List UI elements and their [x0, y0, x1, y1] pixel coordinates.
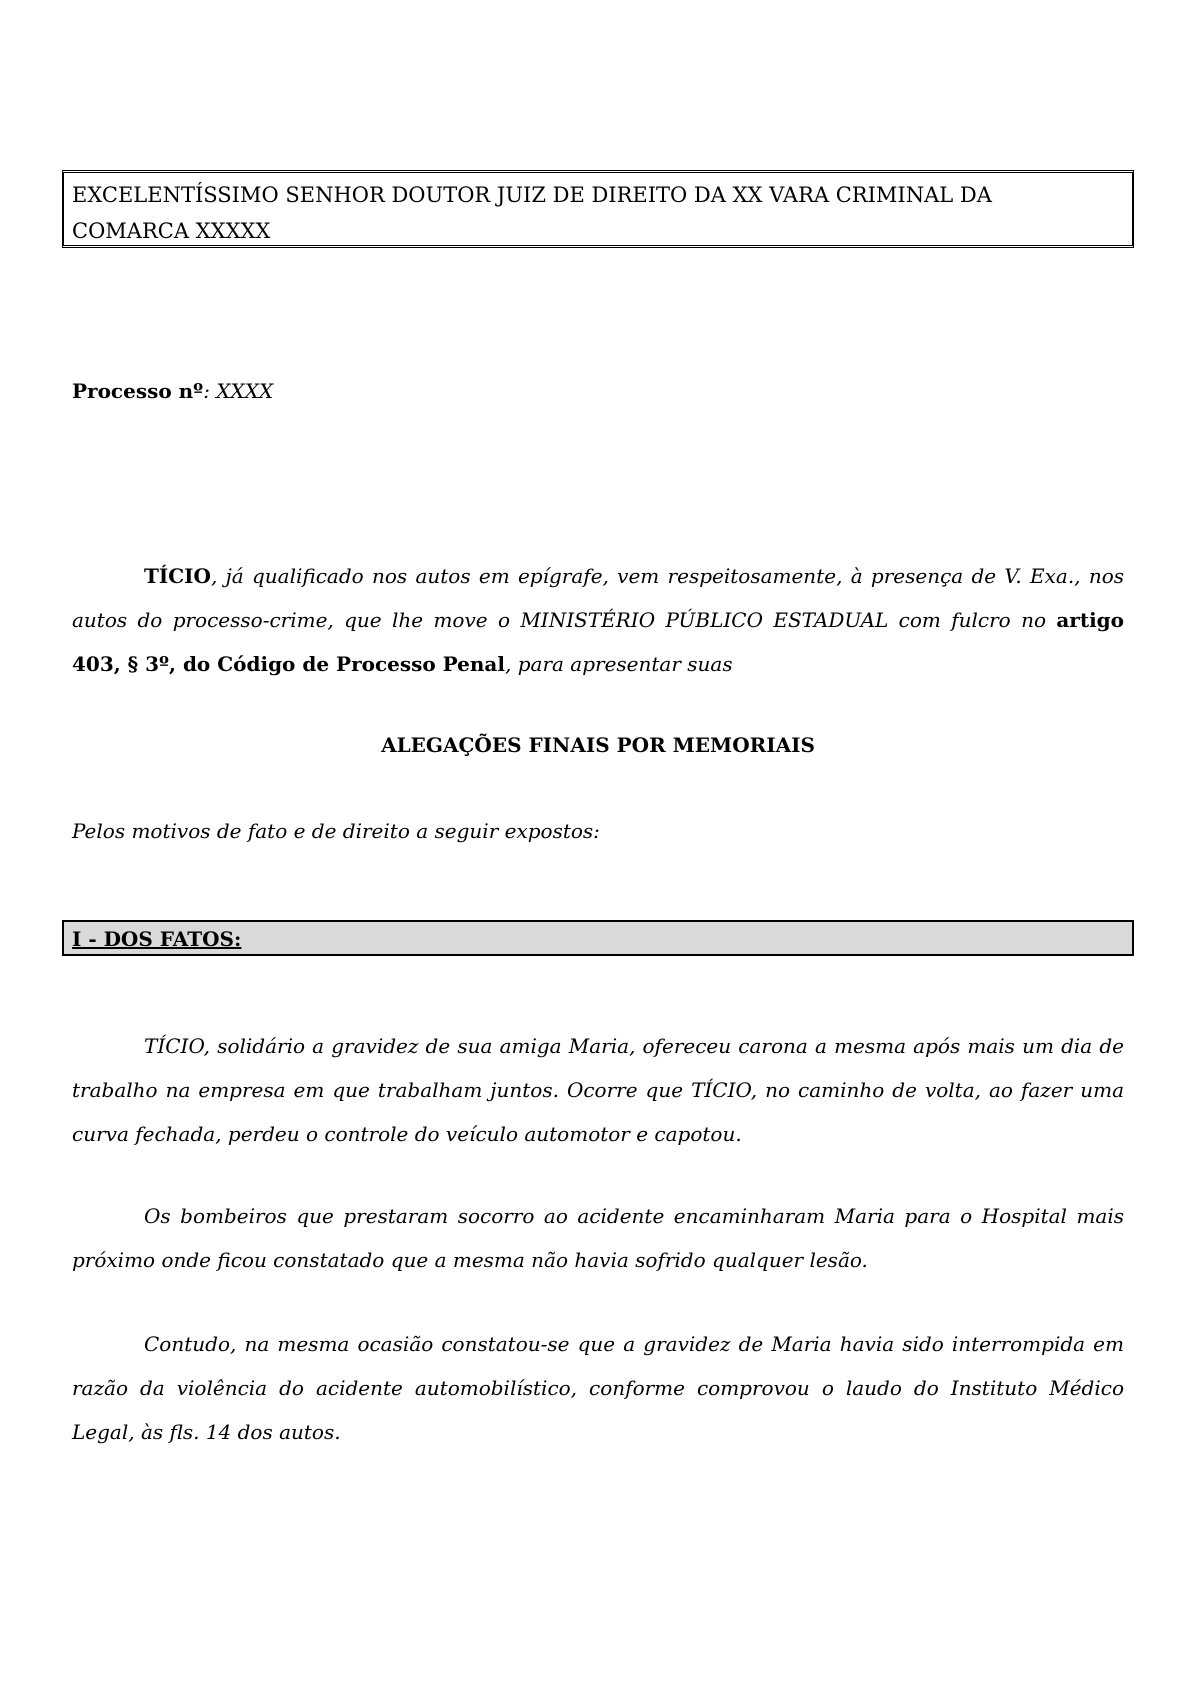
defendant-name: TÍCIO	[144, 564, 211, 588]
process-number	[72, 376, 273, 406]
intro-text-2: , para apresentar suas	[505, 652, 733, 676]
process-value: : XXXX	[203, 379, 274, 403]
intro-text-1: , já qualificado nos autos em epígrafe, vem respeitosamente, à presença de V. Exa., nos autos do processo-crime, que lhe move o MINISTÉRIO PÚBLICO ESTADUAL com fulcro no	[72, 564, 1124, 632]
section-title: I - DOS FATOS:	[72, 927, 242, 951]
facts-paragraph-2: Os bombeiros que prestaram socorro ao acidente encaminharam Maria para o Hospital mais próximo onde ficou constatado que a mesma não havia sofrido qualquer lesão.	[72, 1204, 1124, 1272]
process-label: Processo nº	[72, 379, 204, 403]
addressee-line-2: COMARCA XXXXX	[72, 219, 271, 243]
motives-text: Pelos motivos de fato e de direito a seguir expostos:	[72, 819, 600, 843]
section-heading-facts	[62, 920, 1134, 956]
addressee-box	[62, 170, 1134, 248]
intro-paragraph	[72, 554, 1124, 686]
document-title: ALEGAÇÕES FINAIS POR MEMORIAIS	[381, 733, 815, 757]
facts-paragraph-1: TÍCIO, solidário a gravidez de sua amiga Maria, ofereceu carona a mesma após mais um dia de trabalho na empresa em que trabalham juntos. Ocorre que TÍCIO, no caminho de volta, ao fazer uma curva fechada, perdeu o controle do veículo automotor e capotou.	[72, 1034, 1124, 1146]
addressee-line-1: EXCELENTÍSSIMO SENHOR DOUTOR JUIZ DE DIREITO DA XX VARA CRIMINAL DA	[72, 183, 992, 207]
legal-article: artigo 403, § 3º, do Código de Processo Penal	[72, 608, 1124, 676]
facts-paragraph-3: Contudo, na mesma ocasião constatou-se que a gravidez de Maria havia sido interrompida em razão da violência do acidente automobilístico, conforme comprovou o laudo do Instituto Médico Legal, às fls. 14 dos autos.	[72, 1332, 1124, 1444]
